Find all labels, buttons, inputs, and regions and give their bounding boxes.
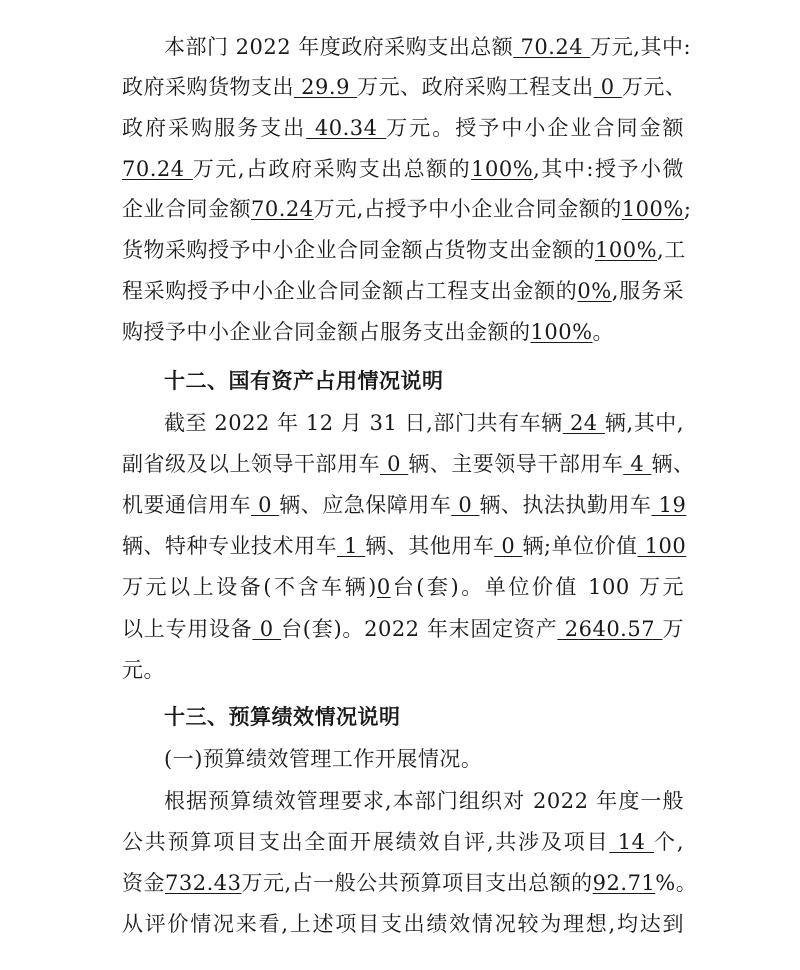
section-12-heading: 十二、国有资产占用情况说明 bbox=[164, 369, 444, 393]
procurement-line-3: 政府采购服务支出 40.34 万元。授予中小企业合同金额 bbox=[122, 116, 684, 140]
section-12-line-2: 副省级及以上领导干部用车 0 辆、主要领导干部用车 4 辆、 bbox=[122, 452, 695, 476]
section-12-line-1: 截至 2022 年 12 月 31 日,部门共有车辆 24 辆,其中, bbox=[164, 411, 684, 435]
procurement-line-6: 货物采购授予中小企业合同金额占货物支出金额的100%,工 bbox=[122, 238, 686, 262]
procurement-line-5: 企业合同金额70.24万元,占授予中小企业合同金额的100%; bbox=[122, 197, 692, 221]
procurement-line-2: 政府采购货物支出 29.9 万元、政府采购工程支出 0 万元、 bbox=[122, 75, 687, 99]
section-12-line-6: 以上专用设备 0 台(套)。2022 年末固定资产 2640.57 万 bbox=[122, 617, 684, 641]
section-12-line-5: 万元以上设备(不含车辆)0台(套)。单位价值 100 万元 bbox=[122, 575, 684, 599]
section-13-line-1: 根据预算绩效管理要求,本部门组织对 2022 年度一般 bbox=[164, 789, 684, 813]
section-13-line-3: 资金732.43万元,占一般公共预算项目支出总额的92.71%。 bbox=[122, 871, 698, 895]
section-13-line-2: 公共预算项目支出全面开展绩效自评,共涉及项目 14 个, bbox=[122, 830, 684, 854]
section-13-line-4: 从评价情况来看,上述项目支出绩效情况较为理想,均达到 bbox=[122, 912, 684, 936]
section-12-line-7: 元。 bbox=[122, 658, 165, 682]
section-13-heading: 十三、预算绩效情况说明 bbox=[164, 705, 401, 729]
procurement-line-8: 购授予中小企业合同金额占服务支出金额的100%。 bbox=[122, 320, 615, 344]
procurement-line-1: 本部门 2022 年度政府采购支出总额 70.24 万元,其中: bbox=[164, 35, 692, 59]
section-12-line-3: 机要通信用车 0 辆、应急保障用车 0 辆、执法执勤用车 19 bbox=[122, 493, 687, 517]
procurement-line-4: 70.24 万元,占政府采购支出总额的100%,其中:授予小微 bbox=[122, 157, 684, 181]
section-13-subheading: (一)预算绩效管理工作开展情况。 bbox=[164, 747, 483, 771]
procurement-line-7: 程采购授予中小企业合同金额占工程支出金额的0%,服务采 bbox=[122, 279, 684, 303]
section-12-line-4: 辆、特种专业技术用车 1 辆、其他用车 0 辆;单位价值 100 bbox=[122, 534, 687, 558]
